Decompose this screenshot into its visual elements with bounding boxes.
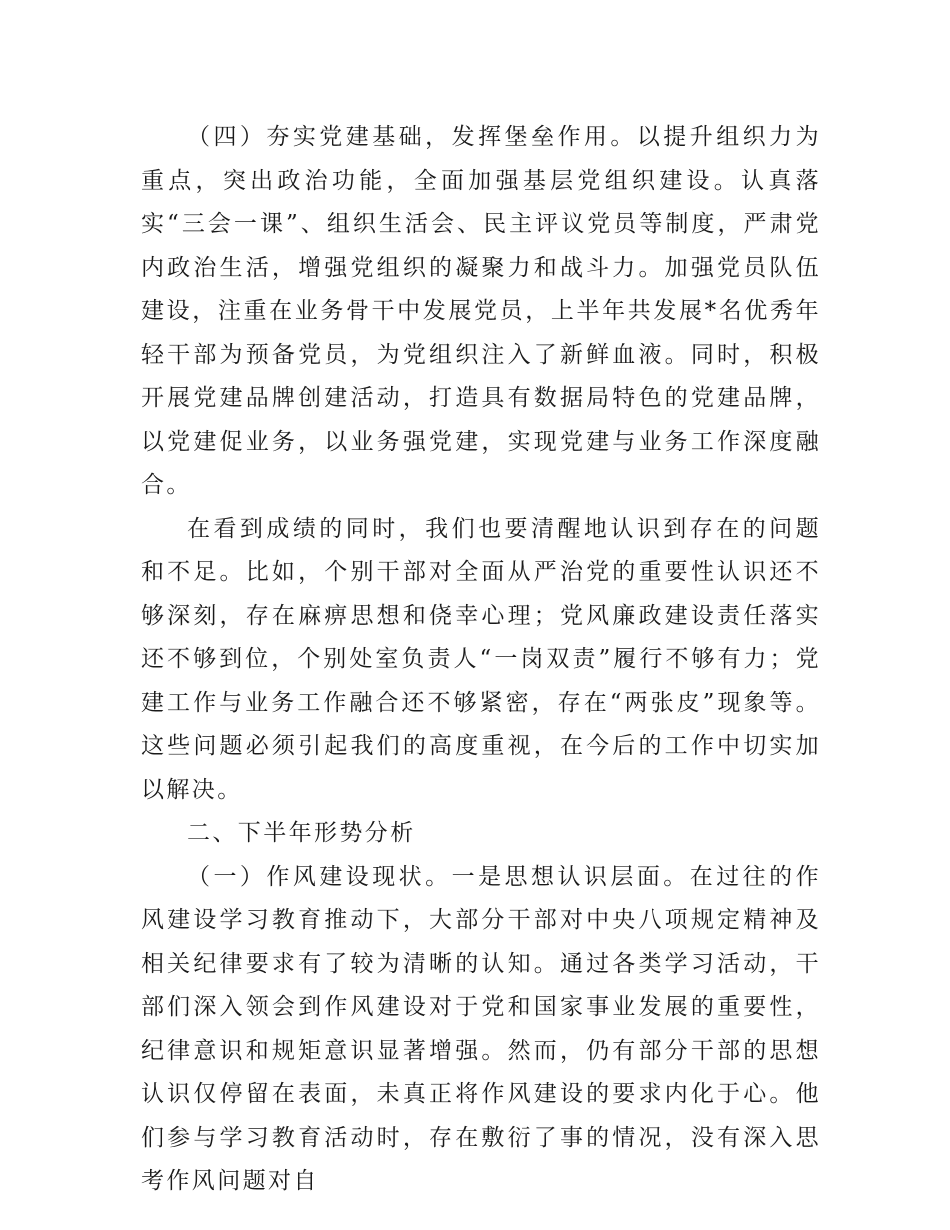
document-body: [141, 116, 821, 1204]
paragraph-problems: 在看到成绩的同时，我们也要清醒地认识到存在的问题和不足。比如，个别干部对全面从严治党的重要性认识还不够深刻，存在麻痹思想和侥幸心理；党风廉政建设责任落实还不够到位，个别处室负责人“一岗双责”履行不够有力；党建工作与业务工作融合还不够紧密，存在“两张皮”现象等。这些问题必须引起我们的高度重视，在今后的工作中切实加以解决。: [141, 515, 821, 803]
paragraph-work-style: （一）作风建设现状。一是思想认识层面。在过往的作风建设学习教育推动下，大部分干部对中央八项规定精神及相关纪律要求有了较为清晰的认知。通过各类学习活动，干部们深入领会到作风建设对于党和国家事业发展的重要性，纪律意识和规矩意识显著增强。然而，仍有部分干部的思想认识仅停留在表面，未真正将作风建设的要求内化于心。他们参与学习教育活动时，存在敷衍了事的情况，没有深入思考作风问题对自: [141, 863, 821, 1194]
section-heading: 二、下半年形势分析: [187, 820, 416, 846]
paragraph-party-building: （四）夯实党建基础，发挥堡垒作用。以提升组织力为重点，突出政治功能，全面加强基层党组织建设。认真落实“三会一课”、组织生活会、民主评议党员等制度，严肃党内政治生活，增强党组织的凝聚力和战斗力。加强党员队伍建设，注重在业务骨干中发展党员，上半年共发展*名优秀年轻干部为预备党员，为党组织注入了新鲜血液。同时，积极开展党建品牌创建活动，打造具有数据局特色的党建品牌，以党建促业务，以业务强党建，实现党建与业务工作深度融合。: [141, 124, 821, 498]
